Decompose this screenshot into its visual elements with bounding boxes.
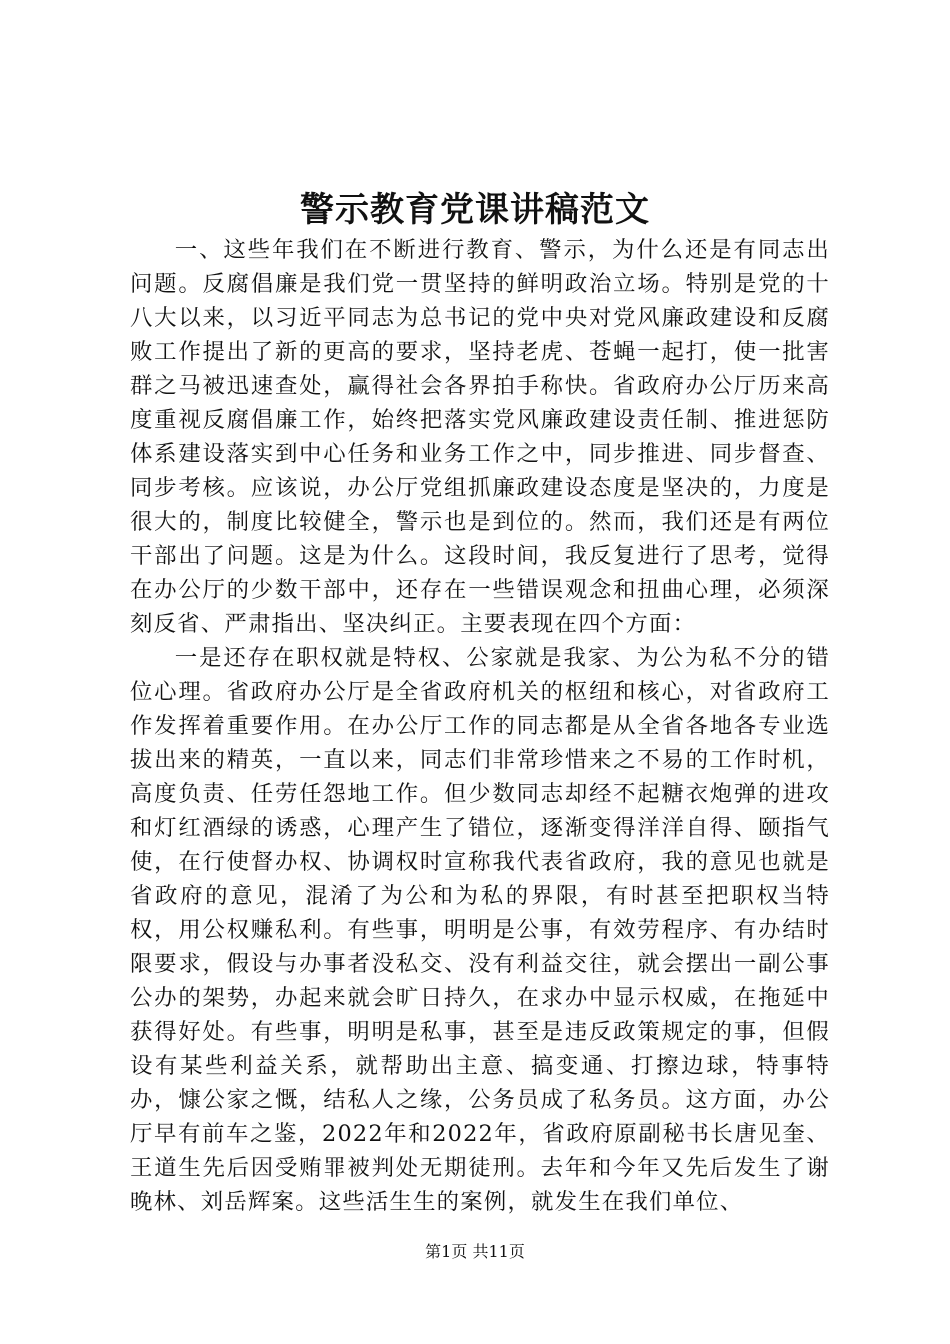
body-paragraph: 一是还存在职权就是特权、公家就是我家、为公为私不分的错位心理。省政府办公厅是全省政府机关的枢纽和核心，对省政府工作发挥着重要作用。在办公厅工作的同志都是从全省各地各专业选拔出来的精英，一直以来，同志们非常珍惜来之不易的工作时机，高度负责、任劳任怨地工作。但少数同志却经不起糖衣炮弹的进攻和灯红酒绿的诱惑，心理产生了错位，逐渐变得洋洋自得、颐指气使，在行使督办权、协调权时宣称我代表省政府，我的意见也就是省政府的意见，混淆了为公和为私的界限，有时甚至把职权当特权，用公权赚私利。有些事，明明是公事，有效劳程序、有办结时限要求，假设与办事者没私交、没有利益交往，就会摆出一副公事公办的架势，办起来就会旷日持久，在求办中显示权威，在拖延中获得好处。有些事，明明是私事，甚至是违反政策规定的事，但假设有某些利益关系，就帮助出主意、搞变通、打擦边球，特事特办，慷公家之慨，结私人之缘，公务员成了私务员。这方面，办公厅早有前车之鉴，2022年和2022年，省政府原副秘书长唐见奎、王道生先后因受贿罪被判处无期徒刑。去年和今年又先后发生了谢晚林、刘岳辉案。这些活生生的案例，就发生在我们单位、 <box>130 645 830 1215</box>
document-title: 警示教育党课讲稿范文 <box>300 190 650 230</box>
page-number: 第1页 <box>425 1242 468 1261</box>
body-paragraph: 一、这些年我们在不断进行教育、警示，为什么还是有同志出问题。反腐倡廉是我们党一贯坚持的鲜明政治立场。特别是党的十八大以来，以习近平同志为总书记的党中央对党风廉政建设和反腐败工作提出了新的更高的要求，坚持老虎、苍蝇一起打，使一批害群之马被迅速查处，赢得社会各界拍手称快。省政府办公厅历来高度重视反腐倡廉工作，始终把落实党风廉政建设责任制、推进惩防体系建设落实到中心任务和业务工作之中，同步推进、同步督查、同步考核。应该说，办公厅党组抓廉政建设态度是坚决的，力度是很大的，制度比较健全，警示也是到位的。然而，我们还是有两位干部出了问题。这是为什么。这段时间，我反复进行了思考，觉得在办公厅的少数干部中，还存在一些错误观念和扭曲心理，必须深刻反省、严肃指出、坚决纠正。主要表现在四个方面： <box>130 237 830 637</box>
document-body <box>130 233 830 1219</box>
page-footer <box>0 1240 950 1264</box>
page-total: 共11页 <box>472 1242 525 1261</box>
